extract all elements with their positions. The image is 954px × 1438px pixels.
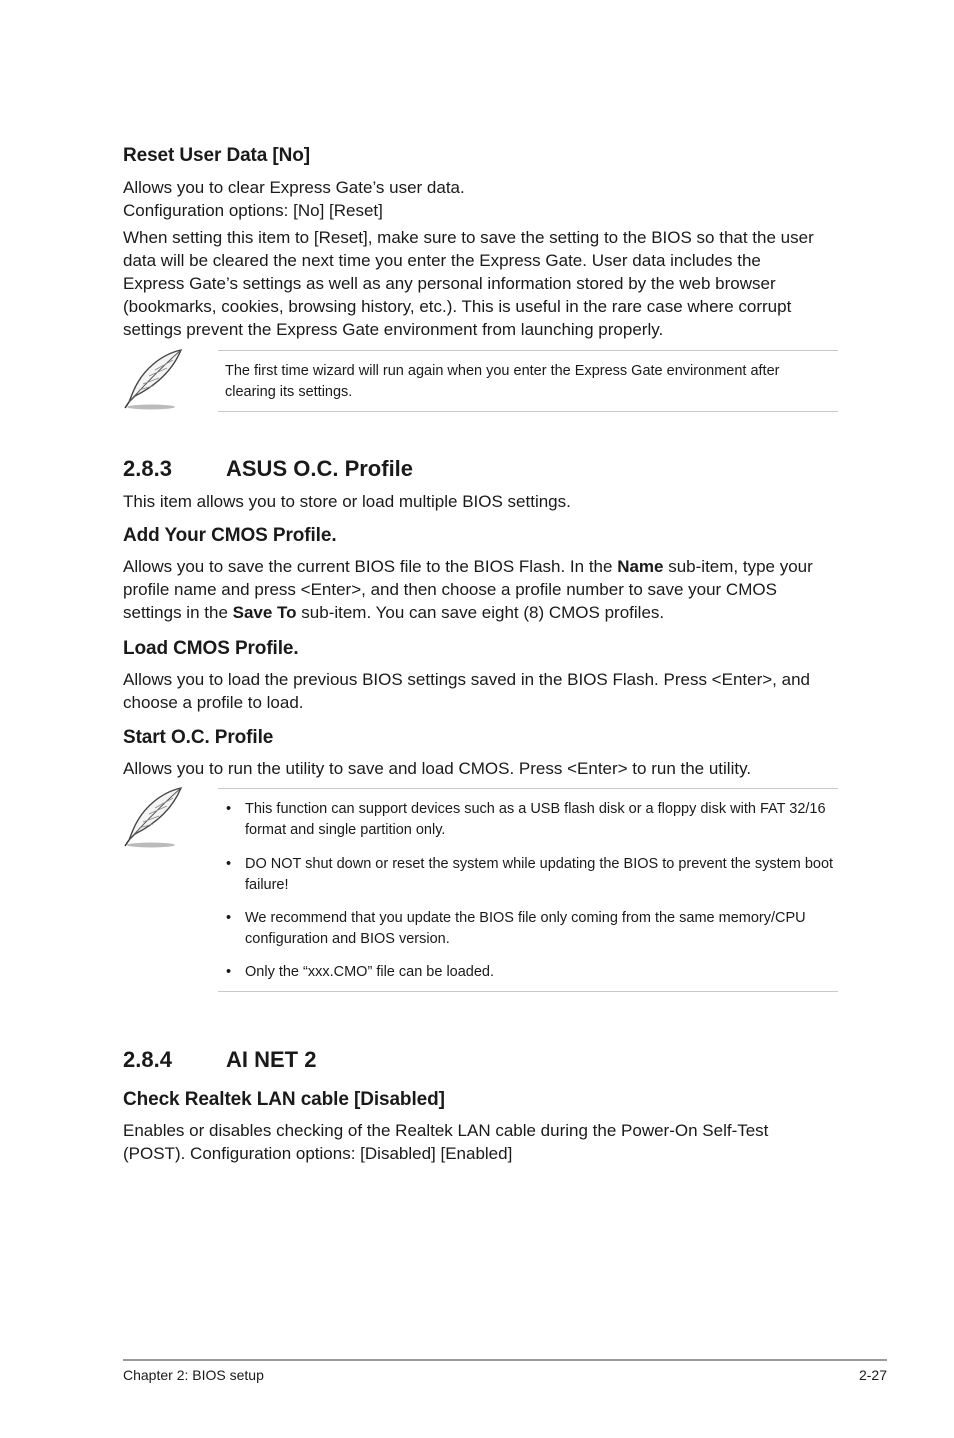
add-cmos-profile-heading: Add Your CMOS Profile. <box>123 525 337 546</box>
check-lan-cable-heading: Check Realtek LAN cable [Disabled] <box>123 1089 445 1110</box>
add-text-1: Allows you to save the current BIOS file to the BIOS Flash. In the <box>123 557 618 576</box>
note-bullet-text: We recommend that you update the BIOS file only coming from the same memory/CPU configuration and BIOS version. <box>245 910 806 947</box>
add-text-2: sub-item, type your profile name and press <Enter>, and then choose a profile number to save your CMOS settings in the <box>123 557 813 622</box>
notes-box <box>218 788 838 992</box>
feather-pen-icon <box>121 348 187 410</box>
footer-page-number: 2-27 <box>858 1367 887 1383</box>
section-number: 2.8.3 <box>123 456 172 481</box>
note-bullet-text: This function can support devices such as a USB flash disk or a floppy disk with FAT 32/16 format and single partition only. <box>245 801 826 838</box>
section-intro: This item allows you to store or load multiple BIOS settings. <box>123 492 571 511</box>
add-text-3: sub-item. You can save eight (8) CMOS profiles. <box>296 603 665 622</box>
section-number: 2.8.4 <box>123 1047 172 1072</box>
start-oc-profile-heading: Start O.C. Profile <box>123 727 274 748</box>
note-box <box>218 350 838 412</box>
note-bullet-text: DO NOT shut down or reset the system while updating the BIOS to prevent the system boot failure! <box>245 856 834 893</box>
section-title: ASUS O.C. Profile <box>226 456 414 481</box>
check-lan-cable-body: Enables or disables checking of the Realtek LAN cable during the Power-On Self-Test (POST). Configuration options: [Disabled] [Enabled] <box>123 1121 769 1163</box>
load-cmos-profile-body: Allows you to load the previous BIOS settings saved in the BIOS Flash. Press <Enter>, and choose a profile to load. <box>123 670 810 712</box>
section-title: AI NET 2 <box>226 1047 317 1072</box>
reset-user-data-heading: Reset User Data [No] <box>123 145 310 166</box>
reset-user-data-body: When setting this item to [Reset], make sure to save the setting to the BIOS so that the user data will be cleared the next time you enter the Express Gate. User data includes the Express Gate’s settings as well as any personal information stored by the web browser (bookmarks, cookies, browsing history, etc.). This is useful in the rare case where corrupt settings prevent the Express Gate environment from launching properly. <box>123 228 814 339</box>
section-2-8-4-heading <box>123 1047 523 1073</box>
name-keyword: Name <box>617 557 664 576</box>
note-text: The first time wizard will run again when you enter the Express Gate environment after clearing its settings. <box>225 363 780 400</box>
note-bullet: • Only the “xxx.CMO” file can be loaded. <box>226 964 495 980</box>
note-bullet: • DO NOT shut down or reset the system while updating the BIOS to prevent the system boot failure! <box>226 856 834 893</box>
save-to-keyword: Save To <box>232 603 297 622</box>
note-bullet: • We recommend that you update the BIOS file only coming from the same memory/CPU configuration and BIOS version. <box>226 910 806 947</box>
reset-user-data-options: Configuration options: [No] [Reset] <box>123 201 383 220</box>
load-cmos-profile-heading: Load CMOS Profile. <box>123 638 299 659</box>
note-bullet-text: Only the “xxx.CMO” file can be loaded. <box>245 964 495 980</box>
feather-pen-icon <box>121 786 187 848</box>
footer-chapter: Chapter 2: BIOS setup <box>123 1367 264 1383</box>
reset-user-data-desc: Allows you to clear Express Gate’s user data. <box>123 178 465 197</box>
start-oc-profile-body: Allows you to run the utility to save and load CMOS. Press <Enter> to run the utility. <box>123 759 752 778</box>
add-cmos-profile-body <box>123 555 835 624</box>
note-bullet: • This function can support devices such as a USB flash disk or a floppy disk with FAT 32/16 format and single partition only. <box>226 801 826 838</box>
footer-divider <box>123 1359 887 1361</box>
section-2-8-3-heading <box>123 456 523 482</box>
